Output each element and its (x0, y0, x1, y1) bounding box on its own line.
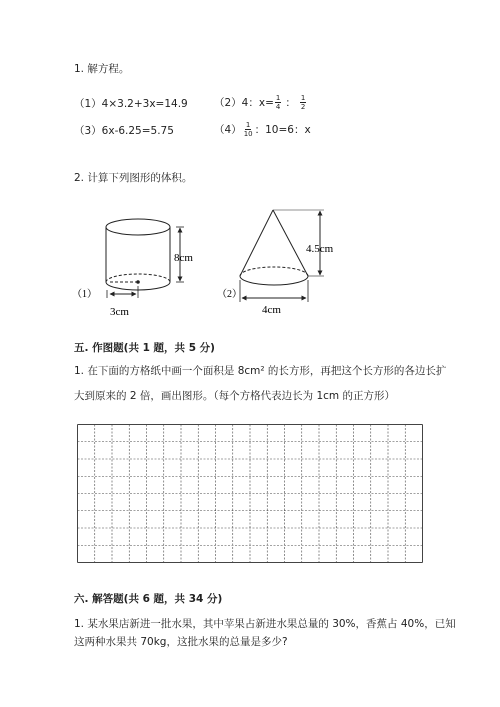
cylinder-height-label: 8cm (174, 252, 193, 264)
section-5-question-line-2: 大到原来的 2 倍，画出图形。（每个方格代表边长为 1cm 的正方形） (74, 390, 395, 402)
section-5-title: 五. 作图题(共 1 题，共 5 分) (74, 342, 215, 354)
question-1-title: 1. 解方程。 (74, 63, 130, 75)
equation-4-prefix: （4） (214, 123, 242, 136)
fraction-numerator: 1 (245, 121, 251, 129)
cone-height-label: 4.5cm (306, 243, 334, 255)
fraction-denominator: 4 (275, 103, 281, 111)
ratio-separator: ： (285, 96, 296, 109)
fraction-numerator: 1 (275, 94, 281, 102)
fraction-denominator: 2 (300, 103, 306, 111)
fraction-1-4 (275, 94, 281, 111)
equation-4-suffix: ：10=6：x (254, 123, 311, 136)
fraction-1-10 (243, 121, 254, 138)
fraction-1-2 (300, 94, 306, 111)
equation-3: （3）6x-6.25=5.75 (74, 125, 174, 137)
question-2-title: 2. 计算下列图形的体积。 (74, 172, 193, 184)
section-6-title: 六. 解答题(共 6 题，共 34 分) (74, 593, 223, 605)
equation-4 (214, 121, 311, 138)
geometry-figures (70, 200, 350, 320)
fraction-denominator: 10 (243, 130, 253, 138)
figure-2-label: （2） (217, 289, 242, 300)
cone-figure (217, 210, 334, 316)
figure-1-label: （1） (72, 289, 97, 300)
equation-2 (214, 94, 307, 111)
section-6-question-line-1: 1. 某水果店新进一批水果，其中苹果占新进水果总量的 30%，香蕉占 40%，已知 (74, 618, 456, 630)
cylinder-radius-label: 3cm (110, 306, 129, 318)
drawing-grid[interactable] (77, 424, 423, 563)
section-5-question-line-1: 1. 在下面的方格纸中画一个面积是 8cm² 的长方形，再把这个长方形的各边长扩 (74, 365, 447, 377)
equation-1: （1）4×3.2+3x=14.9 (74, 98, 188, 110)
cylinder-figure (72, 219, 193, 318)
fraction-numerator: 1 (300, 94, 306, 102)
cone-diameter-label: 4cm (262, 304, 281, 316)
section-6-question-line-2: 这两种水果共 70kg，这批水果的总量是多少? (74, 636, 288, 648)
equation-2-prefix: （2）4：x= (214, 96, 274, 109)
